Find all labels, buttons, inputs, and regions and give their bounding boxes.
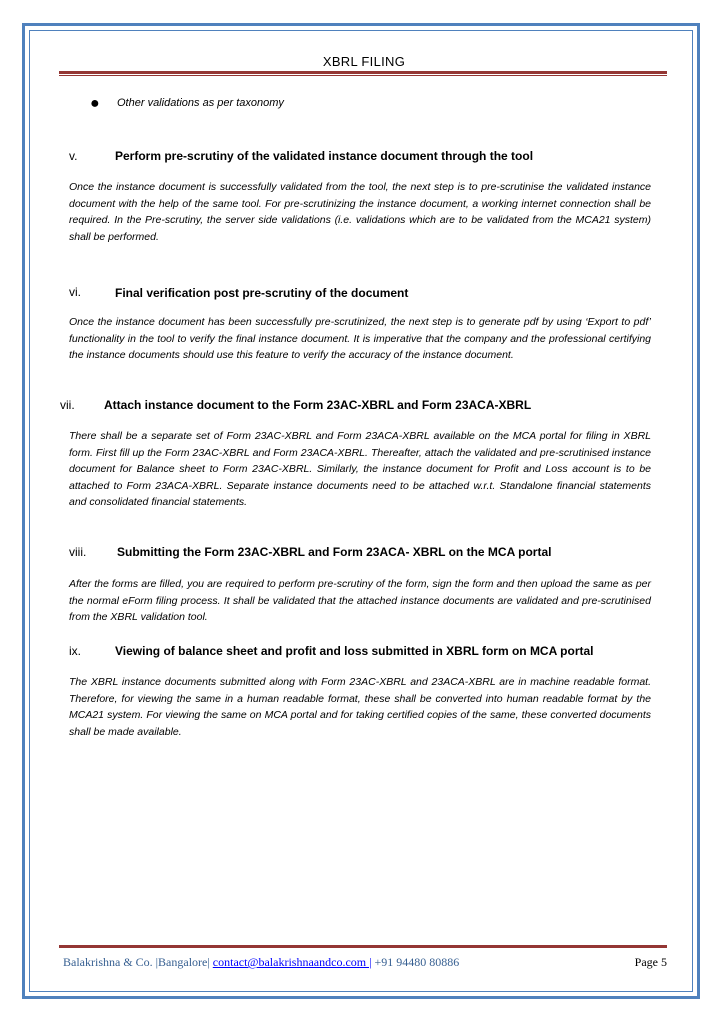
footer-firm: Balakrishna & Co. |Bangalore| [63, 955, 213, 969]
section-title: Final verification post pre-scrutiny of the document [115, 286, 409, 300]
section-number: vii. [60, 398, 75, 412]
section-title: Viewing of balance sheet and profit and loss submitted in XBRL form on MCA portal [115, 644, 594, 658]
section-body: Once the instance document is successfully validated from the tool, the next step is to pre-scrutinise the validated instance document with the help of the same tool. For pre-scrutinizing the instance document, a working internet connection shall be required. In the Pre-scrutiny, the server side validations (i.e. validations which are to be validated from the MCA21 system) shall be performed. [69, 181, 651, 243]
section-body: The XBRL instance documents submitted along with Form 23AC-XBRL and 23ACA-XBRL are in machine readable format. Therefore, for viewing the same in a human readable format, these shall be converted into human readable format by the MCA21 system. For viewing the same on MCA portal and for taking certified copies of the same, these converted documents shall be made available. [69, 676, 651, 738]
section-title: Submitting the Form 23AC-XBRL and Form 23ACA- XBRL on the MCA portal [117, 545, 552, 559]
section-title: Attach instance document to the Form 23AC-XBRL and Form 23ACA-XBRL [104, 398, 532, 412]
footer [63, 955, 669, 970]
header-rule [59, 71, 667, 74]
section-number: vi. [69, 285, 81, 299]
header-title: XBRL FILING [322, 54, 406, 69]
section-number: v. [69, 149, 78, 163]
section-title: Perform pre-scrutiny of the validated instance document through the tool [115, 149, 534, 163]
section-body: Once the instance document has been successfully pre-scrutinized, the next step is to generate pdf by using ‘Export to pdf’ functionality in the tool to verify the final instance document. It is imperative that the company and the professional certifying the instance documents should use this feature to verify the accuracy of the instance document. [69, 316, 651, 361]
header-rule-thin [59, 75, 667, 76]
bullet-icon: ● [90, 95, 100, 112]
page-number: Page 5 [634, 955, 667, 969]
bullet-item: Other validations as per taxonomy [117, 97, 284, 109]
footer-email-link[interactable]: contact@balakrishnaandco.com | [212, 955, 372, 969]
section-body: There shall be a separate set of Form 23AC-XBRL and Form 23ACA-XBRL available on the MCA portal for filing in XBRL form. First fill up the Form 23AC-XBRL and Form 23ACA-XBRL. Thereafter, attach the validated and pre-scrutinised instance document for Balance sheet to Form 23AC-XBRL. Similarly, the instance document for Profit and Loss account is to be attached to Form 23ACA-XBRL. Separate instance documents need to be attached w.r.t. Standalone financial statements and consolidated financial statements. [69, 430, 651, 508]
page-border-inner [29, 30, 693, 992]
footer-phone: +91 94480 80886 [371, 955, 460, 969]
section-body: After the forms are filled, you are required to perform pre-scrutiny of the form, sign the form and then upload the same as per the normal eForm filing process. It shall be validated that the attached instance documents are validated and pre-scrutinised from the XBRL validation tool. [69, 578, 651, 623]
section-number: viii. [69, 545, 87, 559]
footer-rule [59, 945, 667, 948]
section-number: ix. [69, 644, 81, 658]
